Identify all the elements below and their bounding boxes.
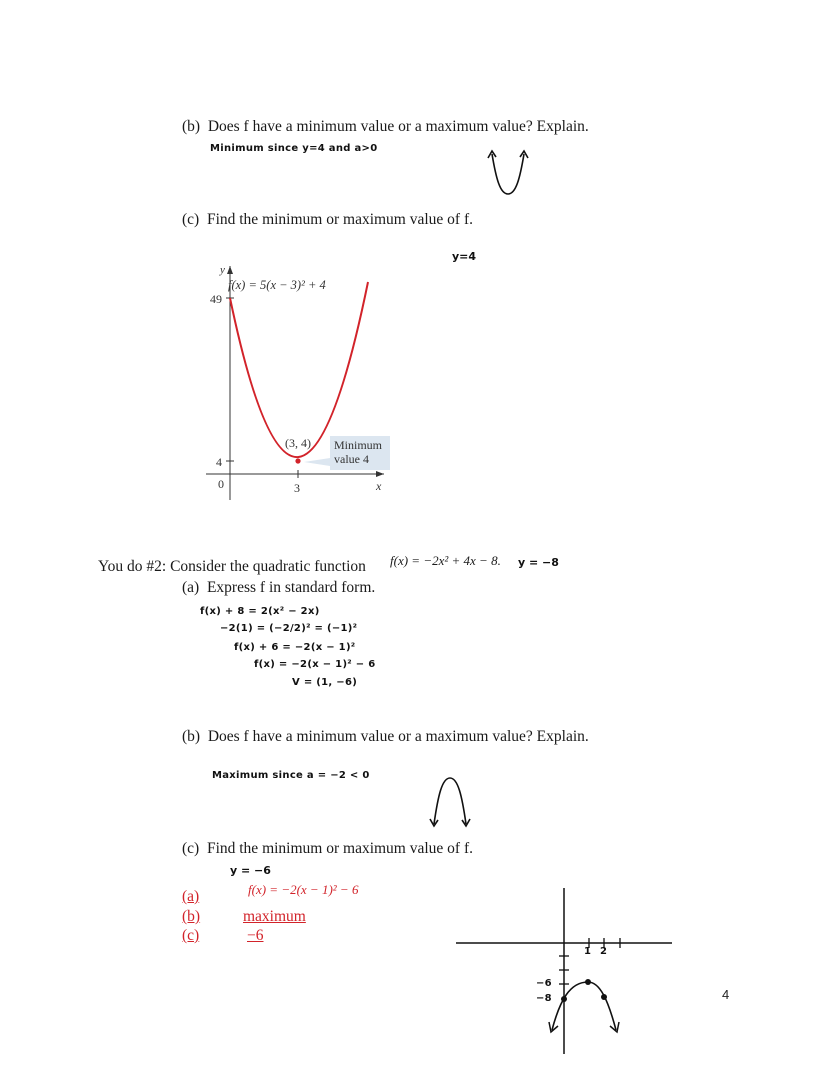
y-tick-4: 4: [216, 455, 222, 469]
you-do-heading: You do #2: Consider the quadratic function: [98, 558, 366, 575]
handwritten-answer: Maximum since a = −2 < 0: [212, 770, 370, 781]
example-part-b-question: [182, 118, 589, 136]
question-text: Find the minimum or maximum value of f.: [206, 840, 474, 857]
part-label: (b): [182, 118, 201, 135]
handwritten-answer: Minimum since y=4 and a>0: [210, 143, 378, 154]
answer-key-label-b: (b): [182, 908, 201, 925]
parabola-curve: [230, 282, 368, 457]
function-text: f(x) = −2x² + 4x − 8: [390, 553, 498, 568]
y-axis-label: y: [220, 264, 225, 276]
sketch-y-tick-neg8: −8: [536, 993, 552, 1004]
origin-label: 0: [218, 477, 224, 491]
part-label: (c): [182, 840, 200, 857]
you-do-part-b-question: [182, 728, 589, 746]
minimum-callout-text: Minimum value 4: [334, 438, 383, 466]
part-label: (c): [182, 211, 200, 228]
sketch-y-tick-neg6: −6: [536, 978, 552, 989]
part-label: (b): [182, 728, 201, 745]
work-line-2: −2(1) = (−2/2)² = (−1)²: [220, 623, 358, 634]
you-do-part-c-question: [182, 840, 473, 858]
x-tick-3: 3: [294, 481, 300, 495]
answer-key-value-c: −6: [247, 927, 264, 944]
answer-key-label-a: (a): [182, 888, 200, 905]
answer-key-value-a: f(x) = −2(x − 1)² − 6: [248, 882, 359, 897]
downward-parabola: [552, 982, 616, 1030]
handwritten-note: y = −8: [518, 556, 559, 569]
handwritten-answer: y=4: [452, 250, 477, 263]
function-tail: .: [497, 553, 501, 568]
work-line-5: V = (1, −6): [292, 677, 358, 688]
question-text: Does f have a minimum value or a maximum value? Explain.: [207, 728, 589, 745]
question-text: Express f in standard form.: [206, 579, 376, 596]
vertex-point: [295, 458, 300, 463]
handwritten-answer: y = −6: [230, 864, 271, 877]
x-axis-label: x: [376, 479, 382, 493]
given-function: [390, 553, 501, 569]
answer-key-label-c: (c): [182, 927, 200, 944]
work-line-3: f(x) + 6 = −2(x − 1)²: [234, 642, 356, 653]
downward-parabola-sketch-icon: [428, 774, 472, 828]
example-part-c-question: [182, 211, 473, 229]
you-do-part-a-question: [182, 579, 375, 597]
work-line-4: f(x) = −2(x − 1)² − 6: [254, 659, 376, 670]
question-text: Find the minimum or maximum value of f.: [206, 211, 474, 228]
question-text: Does f have a minimum value or a maximum value? Explain.: [207, 118, 589, 135]
answer-key-value-b: maximum: [243, 908, 306, 925]
textbook-parabola-graph: [200, 262, 400, 502]
work-line-1: f(x) + 8 = 2(x² − 2x): [200, 606, 320, 617]
vertex-label: (3, 4): [285, 436, 311, 450]
graph-equation-label: f(x) = 5(x − 3)² + 4: [228, 278, 326, 292]
sketch-x-tick-2: 2: [600, 946, 608, 957]
sketch-x-tick-1: 1: [584, 946, 592, 957]
page-number: 4: [722, 987, 730, 1002]
hand-sketch-graph: [450, 880, 680, 1060]
part-label: (a): [182, 579, 200, 596]
y-tick-49: 49: [210, 292, 222, 306]
upward-parabola-sketch-icon: [486, 148, 530, 198]
